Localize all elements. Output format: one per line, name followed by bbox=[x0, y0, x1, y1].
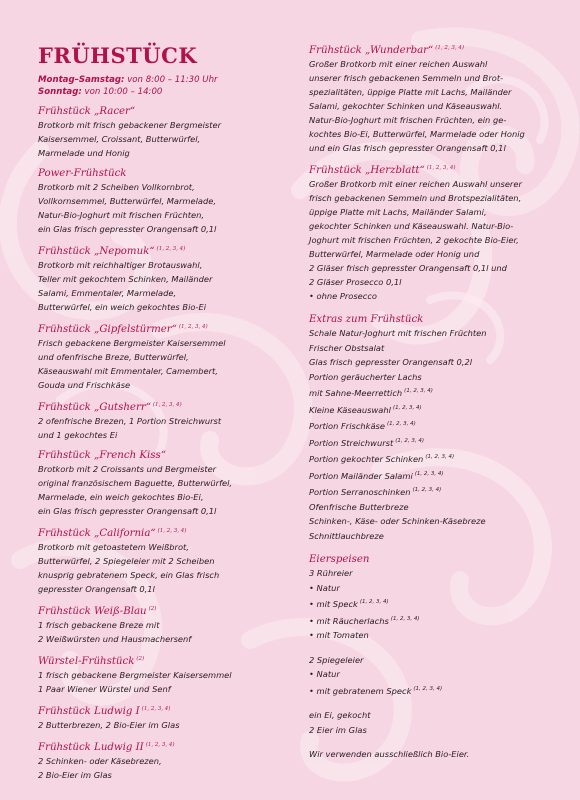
section-line bbox=[309, 384, 571, 401]
section-line bbox=[309, 653, 571, 668]
menu-item-title bbox=[38, 449, 288, 462]
line-text: • mit Tomaten bbox=[309, 630, 369, 640]
menu-item-name: Frühstück „Racer“ bbox=[38, 106, 136, 117]
menu-item-name: Frühstück Ludwig II bbox=[38, 742, 144, 753]
allergen-note: (1, 2, 3, 4) bbox=[414, 470, 444, 477]
line-text: Wir verwenden ausschließlich Bio-Eier. bbox=[309, 749, 470, 759]
section-line bbox=[309, 417, 571, 434]
line-text: Portion Streichwurst bbox=[309, 437, 394, 448]
eierspeisen-section bbox=[309, 553, 571, 762]
allergen-note: (1, 2, 3, 4) bbox=[435, 45, 465, 51]
menu-item-title bbox=[309, 162, 571, 177]
line-text: • Natur bbox=[309, 669, 340, 679]
section-line bbox=[309, 612, 571, 629]
allergen-note: (2) bbox=[136, 656, 145, 662]
menu-item-name: Frühstück „Gutsherr“ bbox=[38, 402, 151, 413]
line-text: Glas frisch gepresster Orangensaft 0,2l bbox=[309, 357, 473, 367]
line-text: Portion geräucherter Lachs bbox=[309, 371, 422, 382]
line-text: Frischer Obstsalat bbox=[309, 342, 385, 353]
menu-item bbox=[38, 167, 288, 236]
line-text: 2 Eier im Glas bbox=[309, 724, 367, 735]
menu-item-name: Frühstück „Nepomuk“ bbox=[38, 246, 155, 257]
menu-item-description: 2 ofenfrische Brezen, 1 Portion Streichwurst und 1 gekochtes Ei bbox=[38, 416, 222, 440]
allergen-note: (1, 2, 3, 4) bbox=[157, 528, 187, 534]
menu-item bbox=[38, 399, 288, 442]
line-text: • mit Räucherlachs bbox=[309, 615, 389, 626]
menu-item-title bbox=[38, 105, 288, 118]
hours-weekdays bbox=[38, 74, 288, 86]
line-text: Portion Frischkäse bbox=[309, 421, 385, 431]
line-text: Portion Serranoschinken bbox=[309, 487, 411, 497]
line-text: Ofenfrische Butterbreze bbox=[309, 501, 409, 512]
menu-item-title bbox=[38, 703, 288, 718]
menu-item-description: Großer Brotkorb mit einer reichen Auswahl unserer frisch gebackenen Semmeln und Brotspezialitäten, üppige Platte mit Lachs, Mailänder Salami, gekochter Schinken und Käseauswahl. Natur-Bio- Joghurt mit frischen Früchten, 2 gekochte Bio-Eier, Butterwürfel, Marmelade oder Honig und 2 Gläser frisch gepresster Orangensaft 0,1l und 2 Gläser Prosecco 0,1l • ohne Prosecco bbox=[309, 179, 522, 301]
section-line bbox=[309, 682, 571, 699]
line-text: Portion Mailänder Salami bbox=[309, 470, 413, 481]
allergen-note: (1, 2, 3, 4) bbox=[178, 324, 208, 330]
menu-item-name: Würstel-Frühstück bbox=[38, 656, 135, 667]
section-line bbox=[309, 370, 571, 385]
menu-item bbox=[38, 703, 288, 732]
allergen-note: (1, 2, 3, 4) bbox=[145, 742, 175, 748]
opening-hours bbox=[38, 74, 288, 98]
eierspeisen-section-title: Eierspeisen bbox=[309, 554, 370, 565]
allergen-note: (1, 2, 3, 4) bbox=[404, 388, 433, 394]
menu-item-title bbox=[38, 243, 288, 258]
page-title: FRÜHSTÜCK bbox=[38, 43, 198, 68]
menu-item-title bbox=[38, 321, 288, 336]
line-text: 2 Spiegeleier bbox=[309, 654, 364, 665]
menu-item-description: Brotkorb mit frisch gebackener Bergmeister Kaisersemmel, Croissant, Butterwürfel, Marmelade und Honig bbox=[38, 120, 221, 158]
section-line bbox=[309, 747, 571, 762]
allergen-note: (1, 2, 3, 4) bbox=[390, 615, 420, 622]
section-line bbox=[309, 401, 571, 418]
menu-item-description: 2 Butterbrezen, 2 Bio-Eier im Glas bbox=[38, 720, 180, 730]
menu-item-description: Brotkorb mit getoastetem Weißbrot, Butterwürfel, 2 Spiegeleier mit 2 Scheiben knusprig gebratenem Speck, ein Glas frisch gepresster Orangensaft 0,1l bbox=[38, 542, 220, 594]
menu-item bbox=[38, 653, 288, 696]
allergen-note: (1, 2, 3, 4) bbox=[141, 706, 171, 712]
menu-item bbox=[38, 243, 288, 314]
allergen-note: (1, 2, 3, 4) bbox=[392, 404, 422, 411]
menu-item-name: Frühstück „Herzblatt“ bbox=[309, 165, 425, 176]
menu-item-description: Großer Brotkorb mit einer reichen Auswahl unserer frisch gebackenen Semmeln und Brot- spezialitäten, üppige Platte mit Lachs, Mailänder Salami, gekochter Schinken und Käseauswahl. Natur-Bio-Joghurt mit frischen Früchten, ein ge- kochtes Bio-Ei, Butterwürfel, Marmelade oder Honig und ein Glas frisch gepresster Orangensaft 0,1l bbox=[309, 59, 525, 153]
allergen-note: (1, 2, 3, 4) bbox=[395, 437, 424, 444]
menu-item-name: Frühstück Ludwig I bbox=[38, 706, 140, 717]
section-line bbox=[309, 467, 571, 484]
menu-item bbox=[38, 525, 288, 596]
allergen-note: (1, 2, 3, 4) bbox=[386, 421, 416, 427]
menu-item bbox=[38, 449, 288, 518]
left-column bbox=[38, 44, 288, 782]
menu-item-description: Frisch gebackene Bergmeister Kaisersemmel und ofenfrische Breze, Butterwürfel, Käseauswahl mit Emmentaler, Camembert, Gouda und Frischkäse bbox=[38, 338, 226, 390]
menu-item-name: Frühstück „Gipfelstürmer“ bbox=[38, 324, 177, 335]
menu-item-title bbox=[38, 525, 288, 540]
line-text: Schinken-, Käse- oder Schinken-Käsebreze bbox=[309, 516, 486, 526]
allergen-note: (1, 2, 3, 4) bbox=[152, 402, 182, 408]
allergen-note: (1, 2, 3, 4) bbox=[425, 454, 455, 460]
allergen-note: (1, 2, 3, 4) bbox=[359, 599, 389, 605]
line-text: mit Sahne-Meerrettich bbox=[309, 388, 403, 398]
menu-item-name: Power-Frühstück bbox=[38, 168, 127, 179]
allergen-note: (2) bbox=[148, 606, 157, 612]
hours-value: von 8:00 – 11:30 Uhr bbox=[124, 75, 218, 85]
allergen-note: (1, 2, 3, 4) bbox=[413, 685, 443, 692]
line-text: Kleine Käseauswahl bbox=[309, 404, 391, 415]
section-line bbox=[309, 708, 571, 723]
line-text: • mit gebratenem Speck bbox=[309, 685, 412, 696]
menu-item-title bbox=[38, 739, 288, 754]
section-line bbox=[309, 434, 571, 451]
line-text: ein Ei, gekocht bbox=[309, 710, 371, 720]
menu-item bbox=[38, 739, 288, 782]
section-line bbox=[309, 566, 571, 581]
menu-item-description: Brotkorb mit 2 Croissants und Bergmeister original französischem Baguette, Butterwürfel, Marmelade, ein weich gekochtes Bio-Ei, ein Glas frisch gepresster Orangensaft 0,1l bbox=[38, 464, 233, 516]
menu-item-title bbox=[38, 653, 288, 668]
section-line bbox=[309, 667, 571, 682]
hours-value: von 10:00 – 14:00 bbox=[81, 87, 163, 97]
line-text: Portion gekochter Schinken bbox=[309, 454, 424, 464]
menu-item-title bbox=[38, 167, 288, 180]
menu-item-description: Brotkorb mit 2 Scheiben Vollkornbrot, Vollkornsemmel, Butterwürfel, Marmelade, Natur-Bio-Joghurt mit frischen Früchten, ein Glas frisch gepresster Orangensaft 0,1l bbox=[38, 182, 217, 234]
section-line bbox=[309, 581, 571, 596]
section-line bbox=[309, 514, 571, 529]
line-text: • Natur bbox=[309, 582, 340, 593]
allergen-note: (1, 2, 3, 4) bbox=[412, 487, 442, 493]
section-line bbox=[309, 450, 571, 467]
menu-item-title bbox=[309, 42, 571, 57]
menu-item-title bbox=[38, 603, 288, 618]
menu-item-description: 1 frisch gebackene Breze mit 2 Weißwürsten und Hausmachersenf bbox=[38, 620, 192, 644]
menu-item bbox=[38, 603, 288, 646]
section-line bbox=[309, 341, 571, 356]
menu-item-name: Frühstück „Wunderbar“ bbox=[309, 45, 434, 56]
spacer bbox=[309, 698, 571, 708]
section-line bbox=[309, 500, 571, 515]
extras-section-title: Extras zum Frühstück bbox=[309, 314, 424, 325]
line-text: • mit Speck bbox=[309, 599, 358, 609]
menu-item bbox=[309, 162, 571, 303]
section-line bbox=[309, 483, 571, 500]
line-text: 3 Rühreier bbox=[309, 568, 353, 578]
spacer bbox=[309, 643, 571, 653]
section-line bbox=[309, 723, 571, 738]
menu-item-description: Brotkorb mit reichhaltiger Brotauswahl, Teller mit gekochtem Schinken, Mailänder Salami, Emmentaler, Marmelade, Butterwürfel, ein weich gekochtes Bio-Ei bbox=[38, 260, 213, 312]
hours-sunday bbox=[38, 86, 288, 98]
section-line bbox=[309, 595, 571, 612]
menu-item-title bbox=[38, 399, 288, 414]
menu-item-name: Frühstück „French Kiss“ bbox=[38, 450, 166, 461]
right-column bbox=[309, 42, 571, 762]
hours-label: Sonntag: bbox=[38, 87, 82, 97]
section-line bbox=[309, 326, 571, 341]
menu-item-description: 1 frisch gebackene Bergmeister Kaisersemmel 1 Paar Wiener Würstel und Senf bbox=[38, 670, 232, 694]
menu-item-name: Frühstück „California“ bbox=[38, 528, 156, 539]
menu-item-description: 2 Schinken- oder Käsebrezen, 2 Bio-Eier im Glas bbox=[38, 756, 162, 780]
spacer bbox=[309, 737, 571, 747]
menu-item bbox=[309, 42, 571, 155]
hours-label: Montag–Samstag: bbox=[38, 75, 125, 85]
line-text: Schale Natur-Joghurt mit frischen Früchten bbox=[309, 328, 487, 338]
allergen-note: (1, 2, 3, 4) bbox=[156, 246, 186, 252]
line-text: Schnittlauchbreze bbox=[309, 530, 384, 541]
menu-item-name: Frühstück Weiß-Blau bbox=[38, 606, 147, 617]
section-line bbox=[309, 529, 571, 544]
allergen-note: (1, 2, 3, 4) bbox=[426, 165, 456, 171]
section-line bbox=[309, 355, 571, 370]
menu-item bbox=[38, 321, 288, 392]
menu-item bbox=[38, 105, 288, 160]
section-line bbox=[309, 628, 571, 643]
extras-section bbox=[309, 313, 571, 543]
